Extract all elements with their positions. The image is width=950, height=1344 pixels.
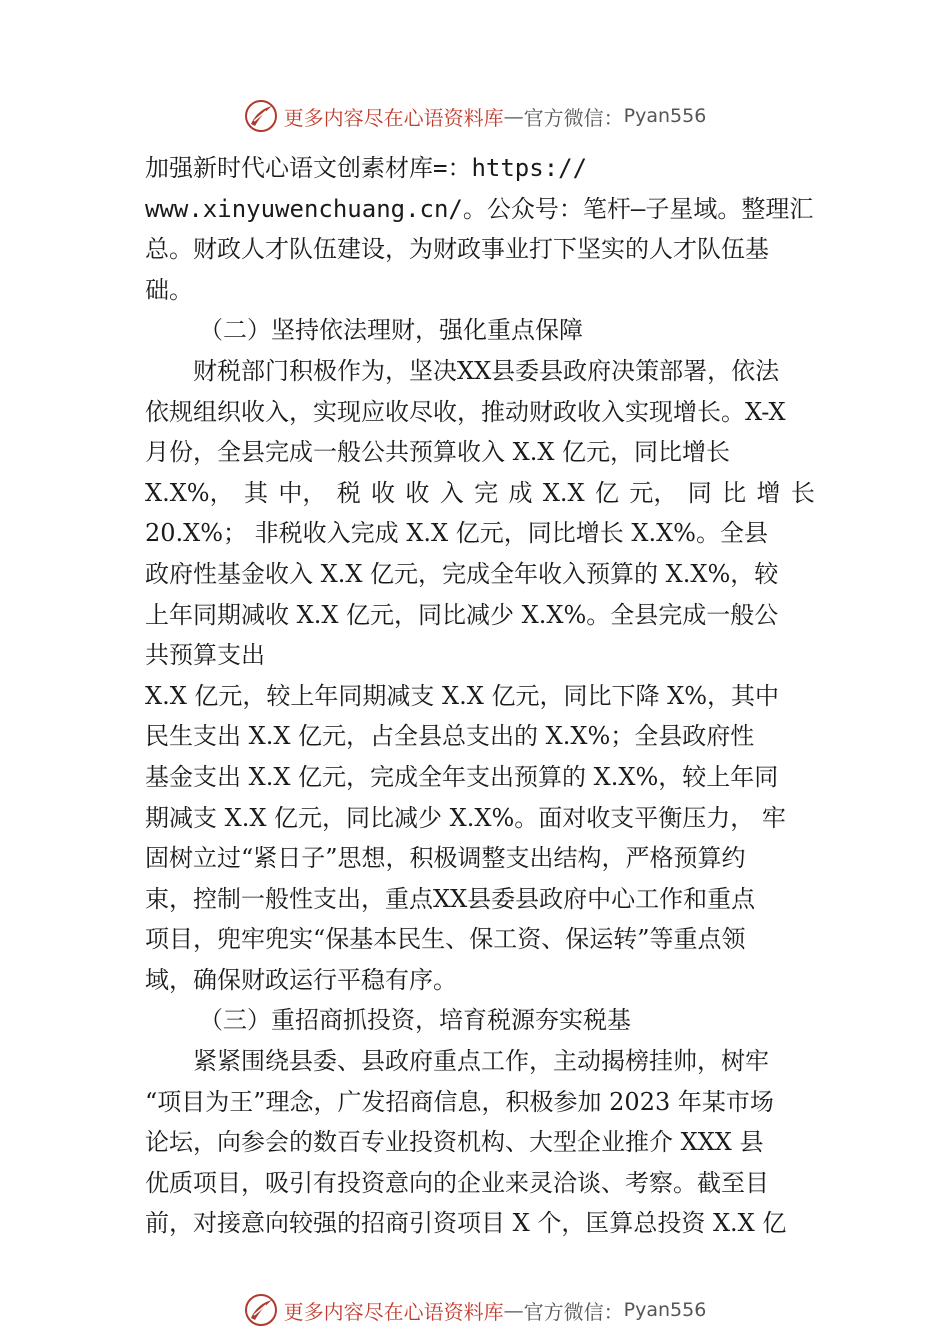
text-chunk: 元， [629,478,678,507]
text-chunk: 成 [508,478,533,507]
text-line: 上年同期减收 X.X 亿元，同比减少 X.X%。全县完成一般公 [145,600,779,629]
text-line: 基金支出 X.X 亿元，完成全年支出预算的 X.X%，较上年同 [145,762,779,791]
text-line: www.xinyuwenchuang.cn/。公众号：笔杆—子星域。整理汇 [145,194,814,223]
text-chunk: X.X%， [145,478,234,507]
text-line: 20.X%； 非税收入完成 X.X 亿元，同比增长 X.X%。全县 [145,519,768,548]
banner-dash: — [503,104,524,128]
text-line: X.X 亿元，较上年同期减支 X.X 亿元，同比下降 X%，其中 [145,681,780,710]
logo-icon [244,99,278,133]
banner-site-text: 更多内容尽在心语资料库 [283,1299,504,1324]
banner-site-text: 更多内容尽在心语资料库 [283,105,504,130]
text-line: 前，对接意向较强的招商引资项目 X 个，匡算总投资 X.X 亿 [145,1209,787,1238]
banner-wechat-label: 官方微信： [523,105,624,130]
text-line: 总。财政人才队伍建设，为财政事业打下坚实的人才队伍基 [145,235,769,264]
text-chunk: 比 [722,478,747,507]
text-chunk: X.X [542,478,585,507]
text-chunk: 长 [790,478,815,507]
text-chunk: 收 [405,478,430,507]
header-banner [0,96,950,136]
text-line: 期减支 X.X 亿元，同比减少 X.X%。面对收支平衡压力， 牢 [145,803,786,832]
text-line: 论坛，向参会的数百专业投资机构、大型企业推介 XXX 县 [145,1128,764,1157]
text-line: 政府性基金收入 X.X 亿元，完成全年收入预算的 X.X%，较 [145,559,779,588]
text-chunk: 税 [336,478,361,507]
text-line: 础。 [145,275,193,304]
text-chunk: 收 [371,478,396,507]
text-line: 民生支出 X.X 亿元，占全县总支出的 X.X%；全县政府性 [145,722,755,751]
banner-dash: — [503,1298,524,1322]
justified-text-line [145,473,815,514]
document-body [145,148,815,1244]
section-heading: （三）重招商抓投资，培育税源夯实税基 [199,1006,631,1035]
text-chunk: 入 [439,478,464,507]
paragraph-first-line: 紧紧围绕县委、县政府重点工作，主动揭榜挂帅，树牢 [193,1047,769,1076]
text-line: 月份，全县完成一般公共预算收入 X.X 亿元，同比增长 [145,438,731,467]
text-line: “项目为王”理念，广发招商信息，积极参加 2023 年某市场 [145,1087,774,1116]
banner-wechat-id: Pyan556 [623,1299,707,1321]
text-chunk: 完 [474,478,499,507]
logo-icon [244,1293,278,1327]
text-line: 项目，兜牢兜实“保基本民生、保工资、保运转”等重点领 [145,925,746,954]
footer-banner [0,1290,950,1330]
text-chunk: 中， [278,478,327,507]
text-chunk: 同 [687,478,712,507]
text-line: 域，确保财政运行平稳有序。 [145,965,457,994]
paragraph-first-line: 财税部门积极作为，坚决XX县委县政府决策部署，依法 [193,356,780,385]
text-chunk: 其 [243,478,268,507]
text-line: 固树立过“紧日子”思想，积极调整支出结构，严格预算约 [145,844,746,873]
text-line: 依规组织收入，实现应收尽收，推动财政收入实现增长。X-X [145,397,786,426]
banner-wechat-label: 官方微信： [523,1299,624,1324]
banner-wechat-id: Pyan556 [623,105,707,127]
text-line: 束，控制一般性支出，重点XX县委县政府中心工作和重点 [145,884,756,913]
text-line: 优质项目，吸引有投资意向的企业来灵洽谈、考察。截至目 [145,1168,769,1197]
text-line: 加强新时代心语文创素材库=：https:// [145,154,588,182]
text-chunk: 增 [756,478,781,507]
text-chunk: 亿 [595,478,620,507]
section-heading: （二）坚持依法理财，强化重点保障 [199,316,583,345]
text-line: 共预算支出 [145,641,265,670]
